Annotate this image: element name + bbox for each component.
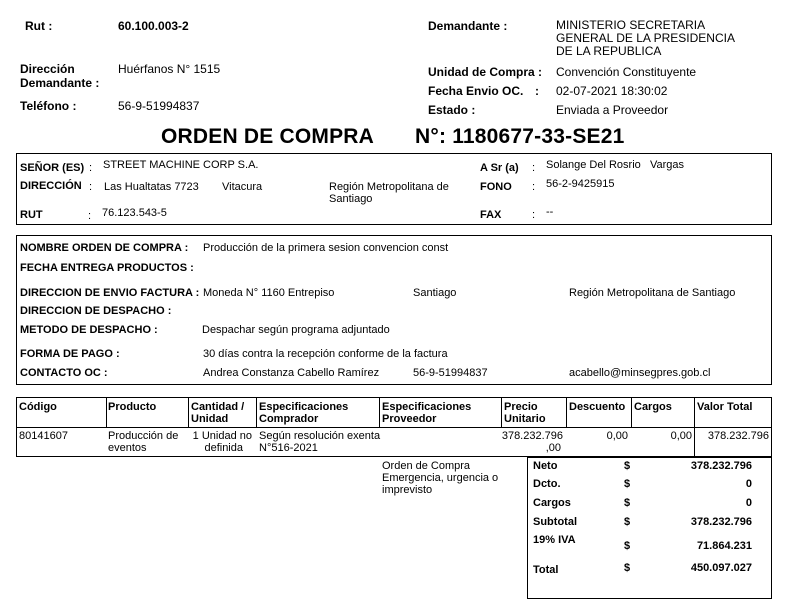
header-cantidad-line-2: Unidad: [191, 413, 229, 425]
item-producto: [108, 430, 178, 454]
senor-label: SEÑOR (ES): [20, 162, 85, 174]
supplier-rut-value: 76.123.543-5: [102, 207, 167, 219]
supplier-rut-colon: :: [88, 210, 92, 222]
order-type-note: [382, 460, 498, 496]
header-precio-line-2: Unitario: [504, 413, 546, 425]
col-divider: [694, 397, 695, 457]
col-divider: [566, 397, 567, 427]
order-type-note-line-3: imprevisto: [382, 484, 433, 496]
fax-label: FAX: [480, 209, 502, 221]
envio-factura-comuna: Santiago: [413, 287, 457, 299]
document-title: ORDEN DE COMPRA: [161, 125, 375, 148]
metodo-despacho-label: METODO DE DESPACHO :: [20, 324, 158, 336]
neto-currency: $: [624, 460, 631, 472]
contacto-name: Andrea Constanza Cabello Ramírez: [203, 367, 380, 379]
header-esp-comprador-line-1: Especificaciones: [259, 401, 349, 413]
direccion-demandante-label-2: Demandante :: [20, 76, 100, 90]
header-esp-proveedor: [382, 401, 471, 425]
header-descuento: Descuento: [569, 401, 626, 413]
col-divider: [256, 397, 257, 427]
demandante-label: Demandante :: [428, 19, 508, 33]
item-esp-comprador-line-1: Según resolución exenta: [259, 430, 381, 442]
nombre-orden-label: NOMBRE ORDEN DE COMPRA :: [20, 242, 189, 254]
header-producto: Producto: [108, 401, 157, 413]
order-type-note-line-2: Emergencia, urgencia o: [382, 472, 499, 484]
rut-label: Rut :: [25, 19, 53, 33]
col-divider: [106, 397, 107, 427]
item-valor-total: 378.232.796: [707, 430, 769, 442]
subtotal-value: 378.232.796: [690, 516, 752, 528]
supplier-direccion-comuna: Vitacura: [222, 181, 263, 193]
item-esp-comprador-line-2: N°516-2021: [259, 442, 318, 454]
nombre-orden-value: Producción de la primera sesion convencion const: [203, 242, 449, 254]
items-header-divider: [16, 427, 772, 428]
unidad-compra-label: Unidad de Compra :: [428, 65, 543, 79]
subtotal-currency: $: [624, 516, 631, 528]
fax-colon: :: [532, 209, 536, 221]
item-precio: [490, 430, 563, 454]
order-type-note-line-1: Orden de Compra: [382, 460, 471, 472]
header-codigo: Código: [19, 401, 57, 413]
item-precio-line-2: ,00: [545, 442, 561, 454]
cargos-currency: $: [624, 497, 631, 509]
envio-factura-street: Moneda N° 1160 Entrepiso: [203, 287, 335, 299]
iva-value: 71.864.231: [696, 540, 752, 552]
header-esp-proveedor-line-1: Especificaciones: [382, 401, 472, 413]
contacto-phone: 56-9-51994837: [413, 367, 488, 379]
senor-colon: :: [89, 162, 93, 174]
fono-label: FONO: [480, 181, 512, 193]
dcto-value: 0: [745, 478, 752, 490]
telefono-value: 56-9-51994837: [118, 99, 200, 113]
contacto-email: acabello@minsegpres.gob.cl: [569, 367, 711, 379]
cargos-label: Cargos: [533, 497, 571, 509]
item-cantidad-line-2: definida: [204, 442, 243, 454]
order-number: N°: 1180677-33-SE21: [415, 125, 625, 148]
envio-factura-label: DIRECCION DE ENVIO FACTURA :: [20, 287, 200, 299]
header-esp-comprador-line-2: Comprador: [259, 413, 319, 425]
subtotal-label: Subtotal: [533, 516, 577, 528]
iva-label: 19% IVA: [533, 534, 576, 546]
supplier-direccion-street: Las Hualtatas 7723: [104, 181, 199, 193]
fono-colon: :: [532, 181, 536, 193]
header-precio-line-1: Precio: [504, 401, 538, 413]
senor-value: STREET MACHINE CORP S.A.: [103, 159, 259, 171]
supplier-direccion-label: DIRECCIÓN: [20, 180, 82, 192]
dcto-label: Dcto.: [533, 478, 561, 490]
item-descuento: 0,00: [606, 430, 628, 442]
item-cantidad-line-1: 1 Unidad no: [192, 430, 252, 442]
supplier-direccion-colon: :: [89, 181, 93, 193]
fecha-envio-value: 02-07-2021 18:30:02: [556, 84, 668, 98]
header-esp-comprador: [259, 401, 348, 425]
header-cantidad-line-1: Cantidad /: [191, 401, 245, 413]
demandante-line-1: MINISTERIO SECRETARIA: [556, 18, 706, 32]
asr-label: A Sr (a): [480, 162, 519, 174]
rut-value: 60.100.003-2: [118, 19, 189, 33]
telefono-label: Teléfono :: [20, 99, 77, 113]
header-cantidad: [191, 401, 244, 425]
col-divider: [379, 397, 380, 427]
direccion-demandante-label-1: Dirección: [20, 62, 75, 76]
item-producto-line-2: eventos: [108, 442, 147, 454]
total-value: 450.097.027: [690, 562, 752, 574]
asr-value: Solange Del Rosrio Vargas: [546, 159, 684, 171]
item-cargos: 0,00: [670, 430, 692, 442]
fecha-entrega-label: FECHA ENTREGA PRODUCTOS :: [20, 262, 194, 274]
demandante-line-3: DE LA REPUBLICA: [556, 44, 662, 58]
supplier-direccion-region: [329, 181, 449, 205]
col-divider: [501, 397, 502, 427]
estado-label: Estado :: [428, 103, 476, 117]
total-label: Total: [533, 564, 559, 576]
cargos-value: 0: [745, 497, 752, 509]
item-producto-line-1: Producción de: [108, 430, 179, 442]
forma-pago-label: FORMA DE PAGO :: [20, 348, 120, 360]
fono-value: 56-2-9425915: [546, 178, 615, 190]
supplier-region-line-2: Santiago: [329, 193, 373, 205]
header-esp-proveedor-line-2: Proveedor: [382, 413, 437, 425]
neto-value: 378.232.796: [690, 460, 752, 472]
neto-label: Neto: [533, 460, 558, 472]
direccion-despacho-label: DIRECCION DE DESPACHO :: [20, 305, 172, 317]
header-cargos: Cargos: [634, 401, 672, 413]
fecha-envio-colon: :: [535, 84, 539, 98]
envio-factura-region: Región Metropolitana de Santiago: [569, 287, 736, 299]
asr-colon: :: [532, 162, 536, 174]
direccion-demandante-value: Huérfanos N° 1515: [118, 62, 221, 76]
fax-value: --: [546, 206, 554, 218]
supplier-rut-label: RUT: [20, 209, 43, 221]
col-divider: [188, 397, 189, 427]
total-currency: $: [624, 562, 631, 574]
estado-value: Enviada a Proveedor: [556, 103, 669, 117]
supplier-region-line-1: Región Metropolitana de: [329, 181, 449, 193]
header-valor-total: Valor Total: [697, 401, 753, 413]
fecha-envio-label: Fecha Envio OC.: [428, 84, 524, 98]
demandante-value: [556, 19, 735, 58]
iva-currency: $: [624, 540, 631, 552]
item-cantidad: [186, 430, 252, 454]
dcto-currency: $: [624, 478, 631, 490]
metodo-despacho-value: Despachar según programa adjuntado: [202, 324, 390, 336]
header-precio: [504, 401, 546, 425]
col-divider: [631, 397, 632, 427]
item-esp-comprador: [259, 430, 380, 454]
item-precio-line-1: 378.232.796: [501, 430, 563, 442]
forma-pago-value: 30 días contra la recepción conforme de la factura: [203, 348, 448, 360]
unidad-compra-value: Convención Constituyente: [556, 65, 697, 79]
item-codigo: 80141607: [19, 430, 68, 442]
contacto-label: CONTACTO OC :: [20, 367, 108, 379]
demandante-line-2: GENERAL DE LA PRESIDENCIA: [556, 31, 735, 45]
